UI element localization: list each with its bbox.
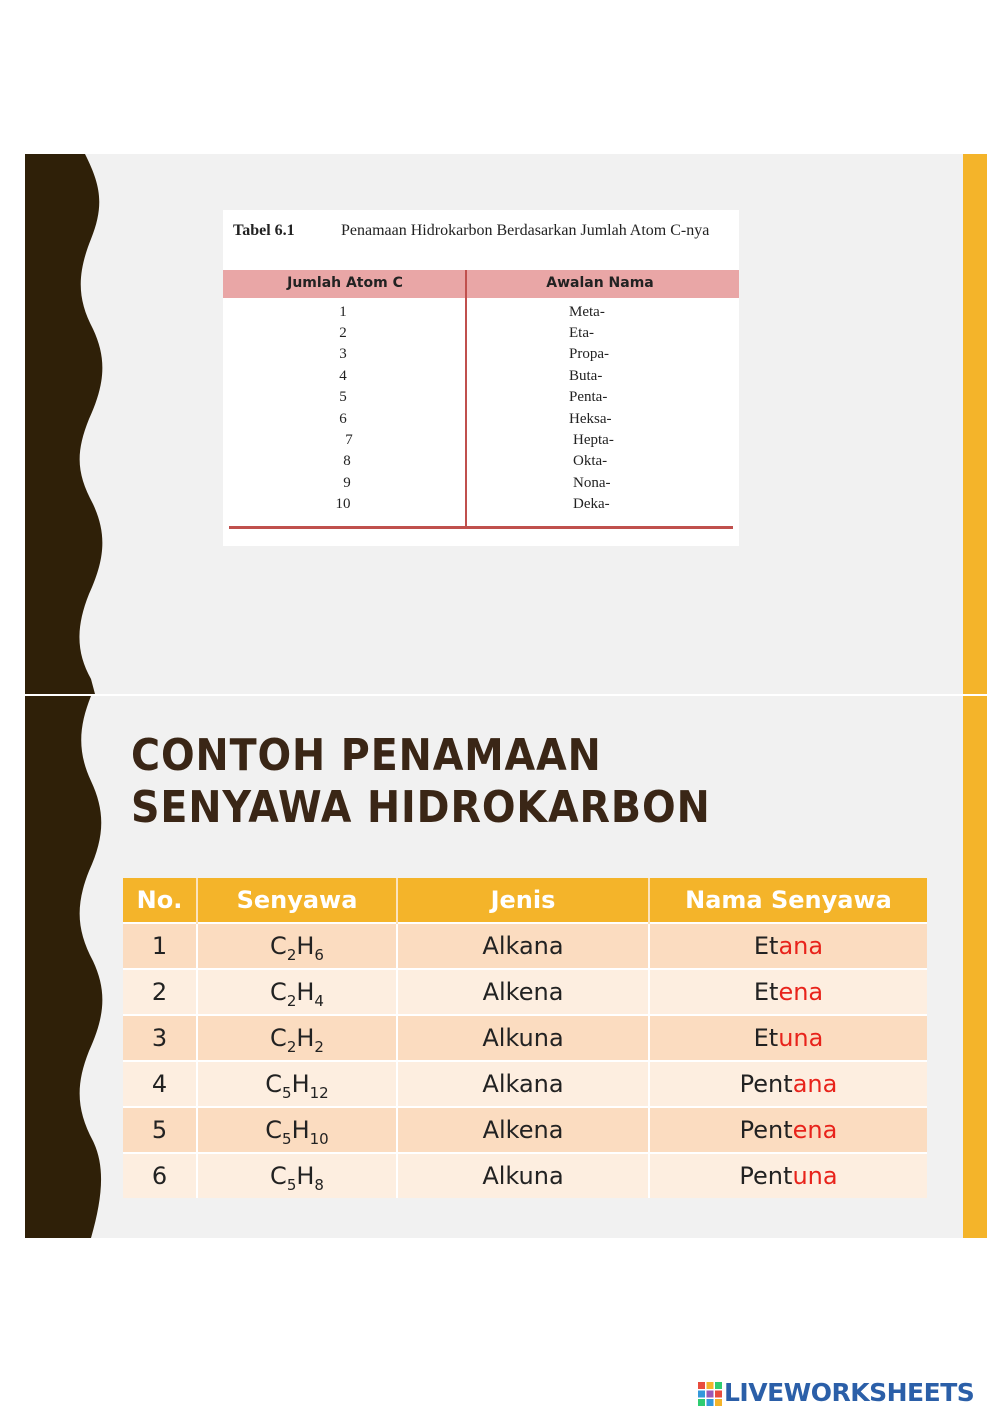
compound-name bbox=[649, 1153, 927, 1198]
formula-c: C bbox=[270, 1024, 287, 1052]
name-prefix: Heksa- bbox=[569, 411, 612, 427]
atom-count: 9 bbox=[343, 475, 351, 491]
compound-type: Alkana bbox=[397, 923, 649, 969]
name-prefix: Nona- bbox=[573, 475, 611, 491]
name-stem: Pent bbox=[739, 1070, 793, 1098]
header-compound: Senyawa bbox=[197, 878, 397, 923]
watermark-text: LIVEWORKSHEETS bbox=[724, 1378, 975, 1407]
name-stem: Pent bbox=[739, 1116, 793, 1144]
name-prefix: Okta- bbox=[573, 453, 608, 469]
table-title: Penamaan Hidrokarbon Berdasarkan Jumlah Atom C-nya bbox=[341, 222, 710, 239]
name-prefix: Penta- bbox=[569, 389, 608, 405]
compound-type: Alkena bbox=[397, 1107, 649, 1153]
table-row bbox=[223, 325, 739, 346]
formula bbox=[197, 1153, 397, 1198]
name-stem: Et bbox=[753, 978, 779, 1006]
compound-name bbox=[649, 969, 927, 1015]
wavy-border-decoration bbox=[25, 696, 105, 1238]
table-label: Tabel 6.1 bbox=[233, 222, 295, 239]
table-row bbox=[123, 969, 927, 1015]
name-suffix: ana bbox=[778, 932, 824, 960]
accent-bar bbox=[963, 154, 987, 694]
formula bbox=[197, 969, 397, 1015]
formula-h: H bbox=[291, 1070, 310, 1098]
header-compound-name: Nama Senyawa bbox=[649, 878, 927, 923]
table-row bbox=[223, 453, 739, 474]
row-number: 4 bbox=[123, 1061, 197, 1107]
formula-h: H bbox=[296, 1024, 315, 1052]
name-suffix: ena bbox=[778, 978, 824, 1006]
name-suffix: ena bbox=[792, 1116, 838, 1144]
formula-c-sub: 2 bbox=[286, 992, 297, 1010]
formula-c-sub: 2 bbox=[286, 946, 297, 964]
atom-count: 1 bbox=[339, 304, 347, 320]
compound-type: Alkuna bbox=[397, 1015, 649, 1061]
formula-h-sub: 10 bbox=[309, 1130, 329, 1148]
formula bbox=[197, 1061, 397, 1107]
name-prefix: Meta- bbox=[569, 304, 605, 320]
formula-c: C bbox=[265, 1116, 283, 1144]
atom-count: 4 bbox=[339, 368, 347, 384]
compound-type: Alkuna bbox=[397, 1153, 649, 1198]
name-stem: Pent bbox=[739, 1162, 793, 1190]
table-row bbox=[123, 1015, 927, 1061]
table-row bbox=[123, 1061, 927, 1107]
name-prefix: Buta- bbox=[569, 368, 603, 384]
compound-name bbox=[649, 923, 927, 969]
table-row bbox=[223, 475, 739, 496]
formula bbox=[197, 923, 397, 969]
table-row bbox=[223, 411, 739, 432]
row-number: 2 bbox=[123, 969, 197, 1015]
slide-title: CONTOH PENAMAAN SENYAWA HIDROKARBON bbox=[131, 730, 711, 833]
formula-c: C bbox=[270, 978, 287, 1006]
table-row bbox=[223, 368, 739, 389]
formula-h: H bbox=[296, 932, 315, 960]
formula-c-sub: 2 bbox=[286, 1038, 297, 1056]
table-header bbox=[223, 270, 739, 298]
name-prefix: Deka- bbox=[573, 496, 610, 512]
name-prefix: Eta- bbox=[569, 325, 594, 341]
formula-h-sub: 12 bbox=[309, 1084, 329, 1102]
row-number: 6 bbox=[123, 1153, 197, 1198]
formula-c-sub: 5 bbox=[282, 1130, 292, 1148]
row-number: 5 bbox=[123, 1107, 197, 1153]
formula bbox=[197, 1015, 397, 1061]
atom-count: 6 bbox=[339, 411, 347, 427]
name-stem: Et bbox=[753, 932, 779, 960]
formula-h: H bbox=[296, 1162, 315, 1190]
formula-c-sub: 5 bbox=[286, 1176, 297, 1194]
name-prefix: Hepta- bbox=[573, 432, 614, 448]
table-row bbox=[123, 1153, 927, 1198]
formula-h: H bbox=[291, 1116, 310, 1144]
atom-count: 7 bbox=[345, 432, 353, 448]
compound-name bbox=[649, 1107, 927, 1153]
table-bottom-rule bbox=[229, 526, 733, 529]
liveworksheets-logo-icon bbox=[698, 1382, 722, 1406]
table-row bbox=[223, 389, 739, 410]
formula-c: C bbox=[265, 1070, 283, 1098]
table-row bbox=[223, 304, 739, 325]
compound-type: Alkena bbox=[397, 969, 649, 1015]
atom-count: 10 bbox=[335, 496, 351, 512]
compound-name bbox=[649, 1015, 927, 1061]
atom-count: 5 bbox=[339, 389, 347, 405]
formula-h-sub: 8 bbox=[314, 1176, 324, 1194]
atom-count: 2 bbox=[339, 325, 347, 341]
formula-h-sub: 2 bbox=[314, 1038, 324, 1056]
formula-c: C bbox=[270, 932, 287, 960]
name-stem: Et bbox=[753, 1024, 779, 1052]
examples-table bbox=[123, 878, 927, 1198]
atom-count: 3 bbox=[339, 346, 347, 362]
header-prefix: Awalan Nama bbox=[546, 275, 654, 291]
accent-bar bbox=[963, 696, 987, 1238]
table-row bbox=[123, 1107, 927, 1153]
formula bbox=[197, 1107, 397, 1153]
header-no: No. bbox=[123, 878, 197, 923]
name-prefix: Propa- bbox=[569, 346, 609, 362]
atom-count: 8 bbox=[343, 453, 351, 469]
header-atom-count: Jumlah Atom C bbox=[287, 275, 403, 291]
formula-h: H bbox=[296, 978, 315, 1006]
table-row bbox=[123, 923, 927, 969]
name-suffix: una bbox=[778, 1024, 824, 1052]
formula-h-sub: 6 bbox=[314, 946, 324, 964]
compound-type: Alkana bbox=[397, 1061, 649, 1107]
name-suffix: ana bbox=[792, 1070, 838, 1098]
header-type: Jenis bbox=[397, 878, 649, 923]
formula-h-sub: 4 bbox=[314, 992, 324, 1010]
row-number: 3 bbox=[123, 1015, 197, 1061]
wavy-border-decoration bbox=[25, 154, 105, 694]
slide-naming-examples bbox=[25, 696, 987, 1238]
table-row bbox=[223, 432, 739, 453]
slide-naming-prefixes bbox=[25, 154, 987, 694]
table-header-row bbox=[123, 878, 927, 923]
row-number: 1 bbox=[123, 923, 197, 969]
prefix-table bbox=[223, 210, 739, 546]
liveworksheets-watermark bbox=[698, 1378, 994, 1408]
compound-name bbox=[649, 1061, 927, 1107]
name-suffix: una bbox=[792, 1162, 838, 1190]
formula-c-sub: 5 bbox=[282, 1084, 292, 1102]
formula-c: C bbox=[270, 1162, 287, 1190]
table-row bbox=[223, 346, 739, 367]
table-row bbox=[223, 496, 739, 517]
